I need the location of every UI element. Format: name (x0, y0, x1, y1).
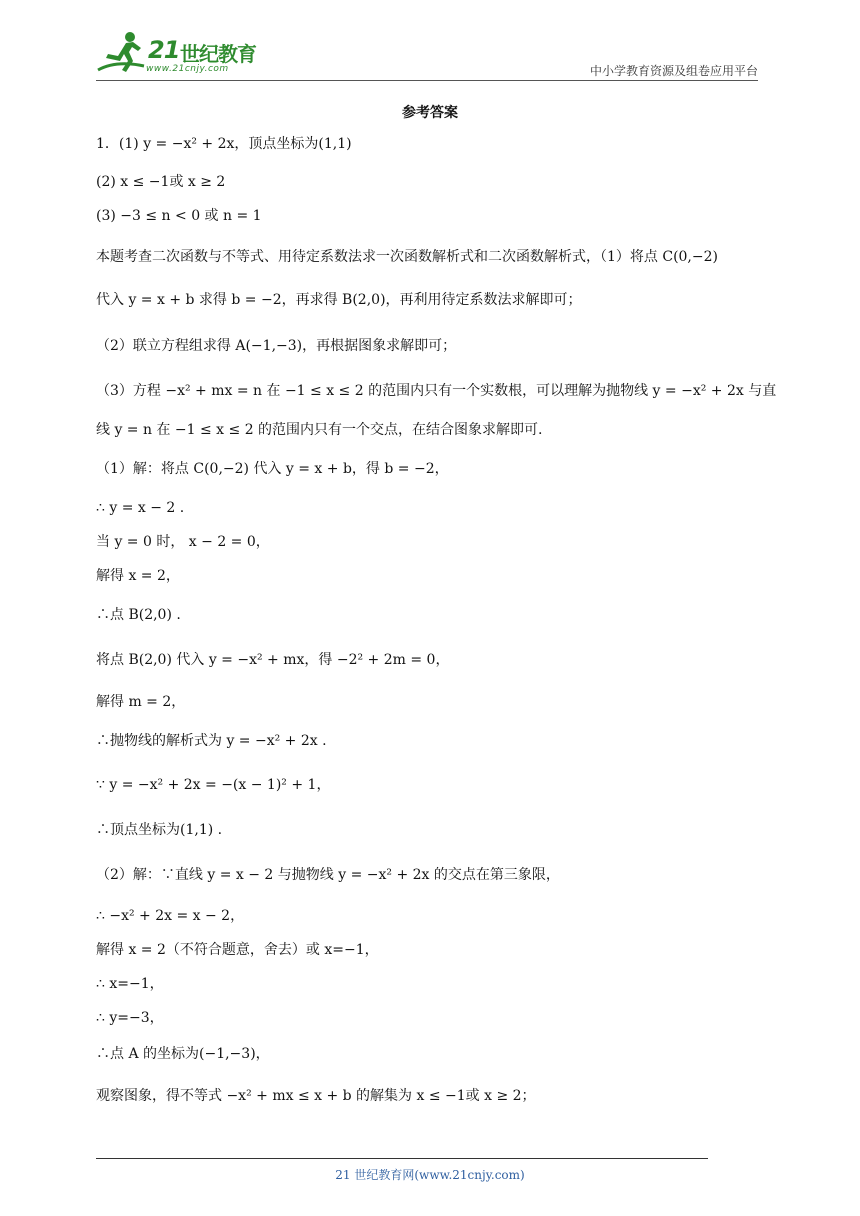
answer-line: ∴ x=−1， (96, 976, 164, 992)
answer-line: ∴顶点坐标为(1,1) . (96, 822, 223, 838)
answer-line: (3) −3 ≤ n < 0 或 n = 1 (96, 208, 262, 224)
logo-number: 21 (148, 36, 180, 64)
page-title: 参考答案 (402, 105, 458, 121)
answer-line: 将点 B(2,0) 代入 y = −x² + mx，得 −2² + 2m = 0， (96, 652, 450, 668)
answer-line: 本题考查二次函数与不等式、用待定系数法求一次函数解析式和二次函数解析式，（1）将点 C(0,−2) (96, 249, 718, 265)
answer-line: ∵ y = −x² + 2x = −(x − 1)² + 1， (96, 777, 331, 793)
answer-line: ∴ −x² + 2x = x − 2， (96, 908, 245, 924)
footer-divider (96, 1158, 708, 1159)
answer-line: 代入 y = x + b 求得 b = −2，再求得 B(2,0)，再利用待定系数法求解即可； (96, 292, 582, 308)
answer-line: （3）方程 −x² + mx = n 在 −1 ≤ x ≤ 2 的范围内只有一个实数根，可以理解为抛物线 y = −x² + 2x 与直 (96, 383, 777, 399)
platform-name: 中小学教育资源及组卷应用平台 (589, 64, 758, 78)
answer-line: ∴点 A 的坐标为(−1,−3)， (96, 1046, 270, 1062)
runner-logo-icon (96, 30, 146, 76)
answer-line: ∴ y = x − 2 . (96, 500, 185, 516)
logo-url: www.21cnjy.com (146, 64, 229, 74)
answer-line: 1．(1) y = −x² + 2x，顶点坐标为(1,1) (96, 136, 352, 152)
answer-line: 线 y = n 在 −1 ≤ x ≤ 2 的范围内只有一个交点，在结合图象求解即可. (96, 422, 543, 438)
answer-line: 观察图象，得不等式 −x² + mx ≤ x + b 的解集为 x ≤ −1或 x ≥ 2； (96, 1088, 536, 1104)
answer-line: 解得 x = 2， (96, 568, 180, 584)
logo-brand: 世纪教育 (180, 42, 256, 66)
answer-line: ∴点 B(2,0) . (96, 607, 181, 623)
page-header (96, 30, 758, 82)
answer-line: ∴ y=−3， (96, 1010, 164, 1026)
answer-line: （2）解：∵直线 y = x − 2 与抛物线 y = −x² + 2x 的交点在第三象限， (96, 867, 560, 883)
answer-line: （2）联立方程组求得 A(−1,−3)，再根据图象求解即可； (96, 338, 457, 354)
answer-line: 当 y = 0 时， x − 2 = 0， (96, 534, 270, 550)
answer-line: ∴抛物线的解析式为 y = −x² + 2x . (96, 733, 327, 749)
answer-line: 解得 m = 2， (96, 694, 186, 710)
page-footer: 21 世纪教育网(www.21cnjy.com) (335, 1168, 525, 1182)
header-divider (96, 80, 758, 81)
answer-line: (2) x ≤ −1或 x ≥ 2 (96, 174, 226, 190)
logo (96, 30, 266, 78)
answer-line: （1）解：将点 C(0,−2) 代入 y = x + b，得 b = −2， (96, 461, 449, 477)
answer-line: 解得 x = 2（不符合题意，舍去）或 x=−1， (96, 942, 379, 958)
